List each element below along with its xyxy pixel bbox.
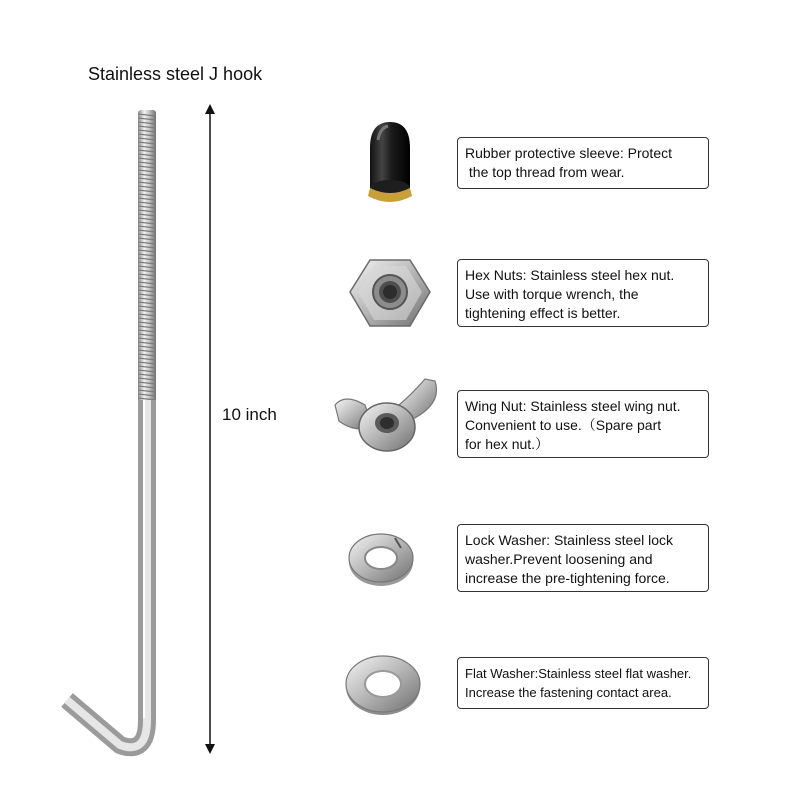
callout-flat-washer — [457, 657, 709, 709]
callout-line: Use with torque wrench, the — [465, 286, 639, 302]
callout-line: Lock Washer: Stainless steel lock — [465, 532, 674, 548]
dimension-label: 10 inch — [222, 405, 277, 424]
j-hook-icon — [55, 100, 175, 770]
callout-line: increase the pre-tightening force. — [465, 570, 670, 586]
callout-line: Hex Nuts: Stainless steel hex nut. — [465, 267, 675, 283]
product-title: Stainless steel J hook — [88, 64, 263, 84]
callout-wing-nut — [457, 390, 709, 458]
callout-line: tightening effect is better. — [465, 305, 621, 321]
flat-washer-icon — [342, 652, 424, 718]
wing-nut-icon — [325, 375, 445, 465]
lock-washer-icon — [345, 528, 417, 590]
callout-line: Convenient to use.（Spare part — [465, 417, 662, 433]
callout-line: washer.Prevent loosening and — [465, 551, 653, 567]
callout-hex-nut — [457, 259, 709, 327]
callout-lock-washer — [457, 524, 709, 592]
callout-line: Wing Nut: Stainless steel wing nut. — [465, 398, 681, 414]
callout-line: Increase the fastening contact area. — [465, 685, 672, 700]
hex-nut-icon — [348, 250, 432, 334]
callout-line: Rubber protective sleeve: Protect — [465, 145, 672, 161]
callout-rubber-sleeve — [457, 137, 709, 189]
rubber-sleeve-icon — [360, 118, 420, 210]
callout-line: the top thread from wear. — [465, 164, 625, 180]
callout-line: Flat Washer:Stainless steel flat washer. — [465, 666, 692, 681]
callout-line: for hex nut.） — [465, 436, 550, 452]
dimension-arrow — [200, 104, 220, 754]
